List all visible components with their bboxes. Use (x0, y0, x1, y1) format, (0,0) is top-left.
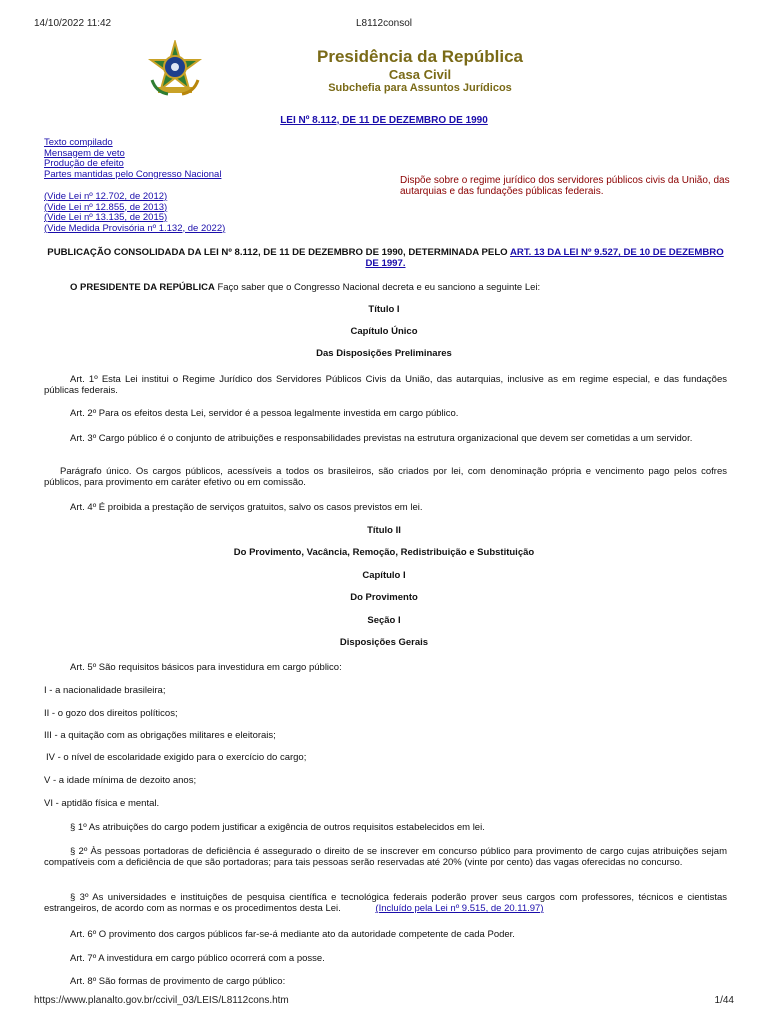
brasao-coat-of-arms (146, 40, 204, 98)
law-title (0, 115, 768, 126)
publicacao-link[interactable]: ART. 13 DA LEI Nº 9.527, DE 10 DE DEZEMBRO DE 1997. (365, 247, 724, 269)
art-5-paragrafo-2: § 2º Às pessoas portadoras de deficiência é assegurado o direito de se inscrever em concurso público para provimento de cargo cujas atribuições sejam compatíveis com a deficiência de que são portadoras; para tais pessoas serão reservadas até 20% (vinte por cento) das vagas oferecidas no concurso. (44, 846, 727, 868)
heading-capitulo-unico: Capítulo Único (350, 326, 418, 337)
heading-disposicoes-gerais: Disposições Gerais (339, 637, 429, 648)
art-3: Art. 3º Cargo público é o conjunto de atribuições e responsabilidades previstas na estrutura organizacional que devem ser cometidas a um servidor. (70, 433, 693, 444)
art-2: Art. 2º Para os efeitos desta Lei, servidor é a pessoa legalmente investida em cargo público. (70, 408, 459, 419)
link-vide-12702[interactable]: (Vide Lei nº 12.702, de 2012) (44, 191, 168, 202)
heading-titulo-i: Título I (368, 304, 400, 315)
masthead-dept: Casa Civil (388, 67, 452, 82)
vide-links (44, 192, 225, 234)
art-6: Art. 6º O provimento dos cargos públicos far-se-á mediante ato da autoridade competente de cada Poder. (70, 929, 515, 940)
link-incluido-lei-9515[interactable]: (Incluído pela Lei nº 9.515, de 20.11.97) (375, 903, 544, 914)
preamble-text: Faço saber que o Congresso Nacional decreta e eu sanciono a seguinte Lei: (214, 282, 541, 293)
paragrafo-3-text: § 3º As universidades e instituições de pesquisa científica e tecnológica federais poderão prover seus cargos com professores, técnicos e cientistas estrangeiros, de acordo com as normas e os procedimentos desta Lei. (44, 892, 727, 914)
art-5-inciso-vi: VI - aptidão física e mental. (44, 798, 160, 809)
ementa: Dispõe sobre o regime jurídico dos servidores públicos civis da União, das autarquias e das fundações públicas federais. (400, 175, 730, 197)
link-mensagem-veto[interactable]: Mensagem de veto (44, 147, 125, 159)
art-7: Art. 7º A investidura em cargo público ocorrerá com a posse. (70, 953, 325, 964)
art-5: Art. 5º São requisitos básicos para investidura em cargo público: (70, 662, 342, 673)
link-producao-efeito[interactable]: Produção de efeito (44, 158, 124, 169)
publicacao-consolidada (44, 247, 727, 269)
publicacao-text: PUBLICAÇÃO CONSOLIDADA DA LEI Nº 8.112, DE 11 DE DEZEMBRO DE 1990, DETERMINADA PELO (47, 247, 510, 258)
art-5-inciso-i: I - a nacionalidade brasileira; (44, 685, 166, 696)
art-8: Art. 8º São formas de provimento de cargo público: (70, 976, 286, 987)
footer-url: https://www.planalto.gov.br/ccivil_03/LEIS/L8112cons.htm (34, 995, 289, 1006)
law-title-link[interactable]: LEI Nº 8.112, DE 11 DE DEZEMBRO DE 1990 (280, 115, 488, 126)
preamble (70, 282, 730, 293)
heading-do-provimento: Do Provimento (350, 592, 418, 603)
art-5-paragrafo-3 (44, 892, 727, 914)
link-vide-mp-1132[interactable]: (Vide Medida Provisória nº 1.132, de 2022) (44, 222, 226, 234)
heading-disposicoes-preliminares: Das Disposições Preliminares (316, 348, 452, 359)
link-texto-compilado[interactable]: Texto compilado (44, 137, 113, 148)
footer-page-number: 1/44 (714, 995, 734, 1006)
art-5-inciso-ii: II - o gozo dos direitos políticos; (44, 708, 178, 719)
masthead-org: Presidência da República (317, 47, 523, 66)
heading-do-provimento-vacancia: Do Provimento, Vacância, Remoção, Redistribuição e Substituição (233, 547, 535, 558)
heading-capitulo-i: Capítulo I (362, 570, 406, 581)
link-vide-13135[interactable]: (Vide Lei nº 13.135, de 2015) (44, 212, 168, 223)
link-partes-mantidas[interactable]: Partes mantidas pelo Congresso Nacional (44, 168, 222, 180)
side-links (44, 138, 221, 180)
art-4: Art. 4º É proibida a prestação de serviços gratuitos, salvo os casos previstos em lei. (70, 502, 423, 513)
link-vide-12855[interactable]: (Vide Lei nº 12.855, de 2013) (44, 201, 168, 213)
print-datetime: 14/10/2022 11:42 (34, 18, 112, 29)
art-5-inciso-v: V - a idade mínima de dezoito anos; (44, 775, 197, 786)
art-5-paragrafo-1: § 1º As atribuições do cargo podem justificar a exigência de outros requisitos estabelecidos em lei. (70, 822, 485, 833)
preamble-bold: O PRESIDENTE DA REPÚBLICA (70, 282, 215, 293)
art-5-inciso-iii: III - a quitação com as obrigações militares e eleitorais; (44, 730, 276, 741)
art-3-paragrafo-unico: Parágrafo único. Os cargos públicos, acessíveis a todos os brasileiros, são criados por lei, com denominação própria e vencimento pago pelos cofres públicos, para provimento em caráter efetivo ou em comissão. (44, 466, 727, 488)
masthead-sub: Subchefia para Assuntos Jurídicos (328, 82, 512, 94)
heading-secao-i: Seção I (367, 615, 401, 626)
art-1: Art. 1º Esta Lei institui o Regime Jurídico dos Servidores Públicos Civis da União, das autarquias, inclusive as em regime especial, e das fundações públicas federais. (44, 374, 727, 396)
heading-titulo-ii: Título II (367, 525, 401, 536)
print-doc-title: L8112consol (356, 18, 412, 29)
art-5-inciso-iv: IV - o nível de escolaridade exigido para o exercício do cargo; (46, 752, 307, 763)
